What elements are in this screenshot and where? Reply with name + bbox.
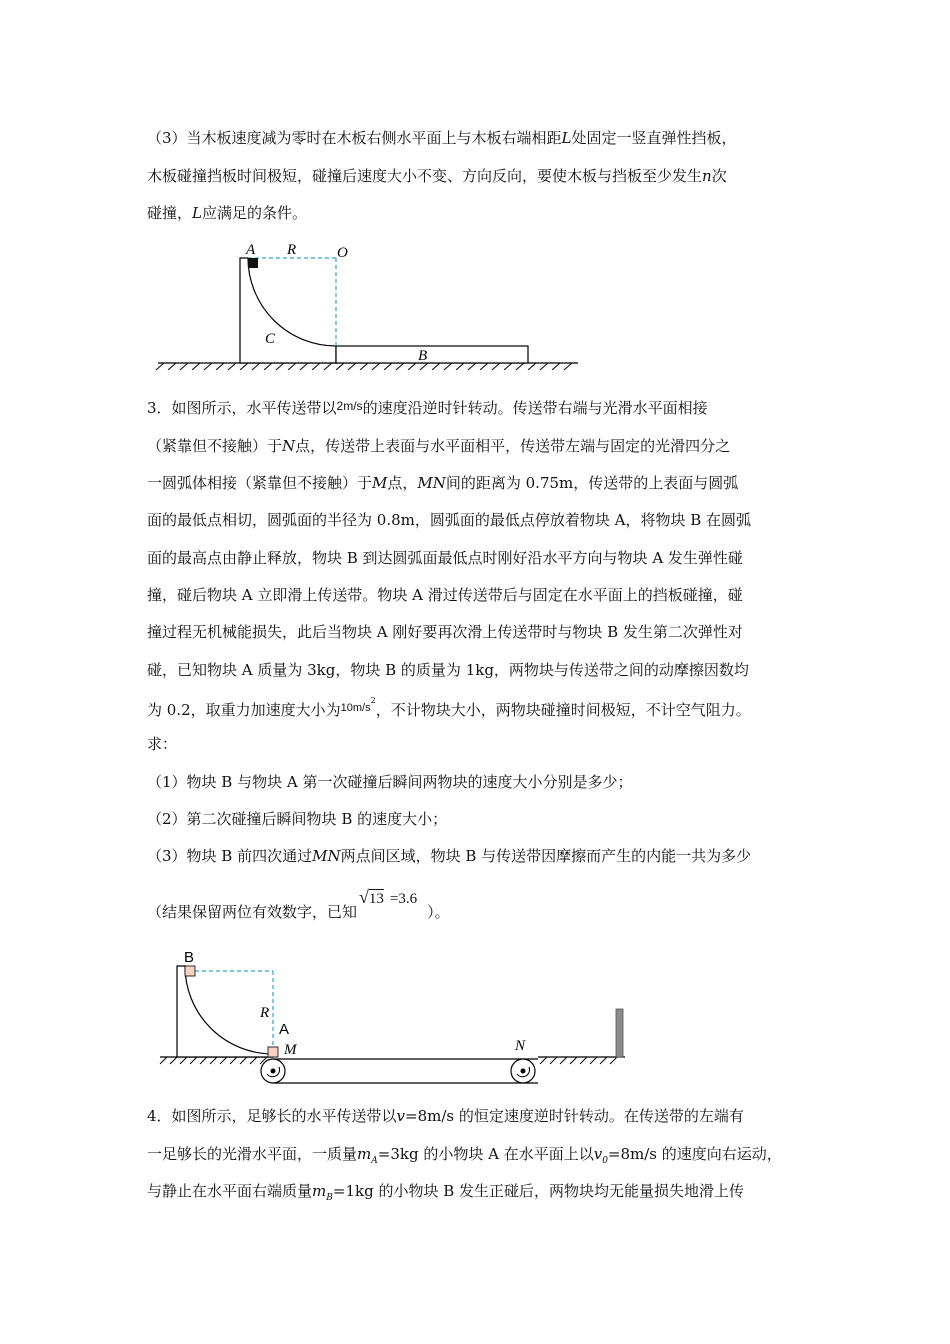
q3-sub3: （3）物块 B 前四次通过MN两点间区域，物块 B 与传送带因摩擦而产生的内能一共为多少 (147, 847, 752, 865)
q3-line1: 3．如图所示，水平传送带以$^{2m/s}$的速度沿逆时针转动。传送带右端与光滑水平面相接 (147, 399, 708, 417)
left-roller-axle (271, 1069, 276, 1074)
q3-part3-line1: （3）当木板速度减为零时在木板右侧水平面上与木板右端相距L处固定一竖直弹性挡板， (147, 129, 737, 147)
block-B (185, 966, 195, 976)
arc-block-C (240, 258, 336, 363)
q3-line10: 求： (147, 735, 178, 753)
label-B: B (184, 949, 195, 966)
q3-line4: 面的最低点相切，圆弧面的半径为 0.8m，圆弧面的最低点停放着物块 A，将物块 B 在圆弧 (147, 511, 752, 529)
q3-sub1: （1）物块 B 与物块 A 第一次碰撞后瞬间两物块的速度大小分别是多少； (147, 773, 633, 791)
barrier-wall (616, 1009, 623, 1057)
q3-line7: 撞过程无机械能损失，此后当物块 A 刚好要再次滑上传送带时与物块 B 发生第二次弹性对 (147, 623, 743, 641)
q3-line5: 面的最高点由静止释放，物块 B 到达圆弧面最低点时刚好沿水平方向与物块 A 发生弹性碰 (147, 549, 743, 567)
q4-line2: 一足够长的光滑水平面，一质量$m_A=3kg$ 的小物块 A 在水平面上以$v_0=8m/s$ 的速度向右运动， (147, 1145, 782, 1166)
sqrt-sign: √ (359, 887, 369, 907)
block-A (248, 258, 258, 268)
label-O: O (337, 245, 348, 261)
q3-line9: 为 0.2，取重力加速度大小为$^{10m/s2}$，不计物块大小，两物块碰撞时间极短，不计空气阻力。 (147, 696, 751, 719)
q4-line1: 4．如图所示，足够长的水平传送带以v=8m/s 的恒定速度逆时针转动。在传送带的左端有 (147, 1107, 744, 1125)
q3-sub3-note: （结果保留两位有效数字，已知√13 =3.6）。 (147, 887, 450, 921)
sqrt-expression: √13 =3.6 (359, 887, 418, 907)
label-M: M (284, 1042, 297, 1058)
block-A (268, 1047, 278, 1057)
label-A: A (246, 242, 256, 258)
q3-sub2: （2）第二次碰撞后瞬间物块 B 的速度大小； (147, 810, 448, 828)
figure-conveyor (155, 943, 635, 1093)
label-B: B (418, 348, 428, 364)
q4-line3: 与静止在水平面右端质量$m_B=1kg$ 的小物块 B 发生正碰后，两物块均无能量损失地滑上传 (147, 1182, 745, 1203)
label-R: R (287, 242, 297, 258)
label-N: N (515, 1038, 526, 1054)
q3-part3-line3: 碰撞，L应满足的条件。 (147, 204, 307, 222)
label-R: R (260, 1005, 270, 1021)
figure-board-arc (150, 240, 590, 370)
right-roller-axle (521, 1069, 526, 1074)
q3-line2: （紧靠但不接触）于N点，传送带上表面与水平面相平，传送带左端与固定的光滑四分之 (147, 437, 731, 455)
right-ground-hatching (540, 1057, 617, 1064)
q3-line8: 碰，已知物块 A 质量为 3kg，物块 B 的质量为 1kg，两物块与传送带之间的动摩擦因数均 (147, 661, 749, 679)
q3-line3: 一圆弧体相接（紧靠但不接触）于M点，MN间的距离为 0.75m，传送带的上表面与圆弧 (147, 474, 739, 492)
ground-hatching (156, 363, 572, 370)
q3-line6: 撞，碰后物块 A 立即滑上传送带。物块 A 滑过传送带后与固定在水平面上的挡板碰撞，碰 (147, 586, 743, 604)
left-ground-hatching (160, 1057, 267, 1064)
board-B (336, 346, 528, 363)
label-C: C (265, 331, 276, 347)
label-A: A (279, 1021, 290, 1038)
q3-part3-line2: 木板碰撞挡板时间极短，碰撞后速度大小不变、方向反向，要使木板与挡板至少发生n次 (147, 167, 727, 185)
arc-body (177, 966, 273, 1057)
